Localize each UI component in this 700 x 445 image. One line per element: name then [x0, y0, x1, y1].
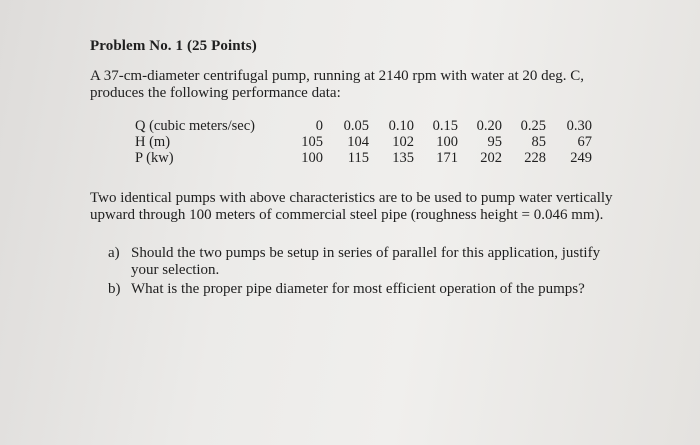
question-marker: b): [108, 281, 121, 297]
table-cell: 0.05: [343, 118, 369, 134]
table-cell: 85: [531, 134, 546, 150]
question-text: [131, 245, 611, 279]
table-cell: 0.30: [566, 118, 592, 134]
table-cell: 135: [392, 150, 414, 166]
problem-intro: [90, 68, 610, 102]
table-cell: 0.10: [388, 118, 414, 134]
table-cell: 100: [301, 150, 323, 166]
question-b: [108, 281, 628, 299]
table-cell: 0.25: [520, 118, 546, 134]
table-cell: 249: [570, 150, 592, 166]
intro-line-2: produces the following performance data:: [90, 85, 341, 101]
row-label: Q (cubic meters/sec): [135, 118, 255, 134]
row-label: H (m): [135, 134, 171, 150]
table-cell: 95: [487, 134, 502, 150]
question-line: What is the proper pipe diameter for most efficient operation of the pumps?: [131, 281, 585, 297]
table-cell: 100: [436, 134, 458, 150]
table-cell: 202: [480, 150, 502, 166]
table-cell: 102: [392, 134, 414, 150]
table-cell: 171: [436, 150, 458, 166]
table-cell: 0: [315, 118, 323, 134]
statement-line-2: upward through 100 meters of commercial steel pipe (roughness height = 0.046 mm).: [90, 207, 604, 223]
statement-line-1: Two identical pumps with above characteristics are to be used to pump water vertically: [90, 190, 613, 206]
question-a: [108, 245, 628, 281]
table-cell: 104: [347, 134, 369, 150]
table-cell: 115: [347, 150, 369, 166]
table-cell: 0.20: [476, 118, 502, 134]
question-marker: a): [108, 245, 120, 261]
row-label: P (kw): [135, 150, 174, 166]
problem-statement: [90, 190, 650, 224]
question-line: your selection.: [131, 262, 220, 278]
question-line: Should the two pumps be setup in series of parallel for this application, justify: [131, 245, 601, 261]
table-cell: 0.15: [432, 118, 458, 134]
intro-line-1: A 37-cm-diameter centrifugal pump, running at 2140 rpm with water at 20 deg. C,: [90, 68, 585, 84]
table-cell: 67: [577, 134, 592, 150]
problem-title: Problem No. 1 (25 Points): [90, 38, 257, 54]
table-cell: 228: [524, 150, 546, 166]
question-text: [131, 281, 611, 298]
table-cell: 105: [301, 134, 323, 150]
